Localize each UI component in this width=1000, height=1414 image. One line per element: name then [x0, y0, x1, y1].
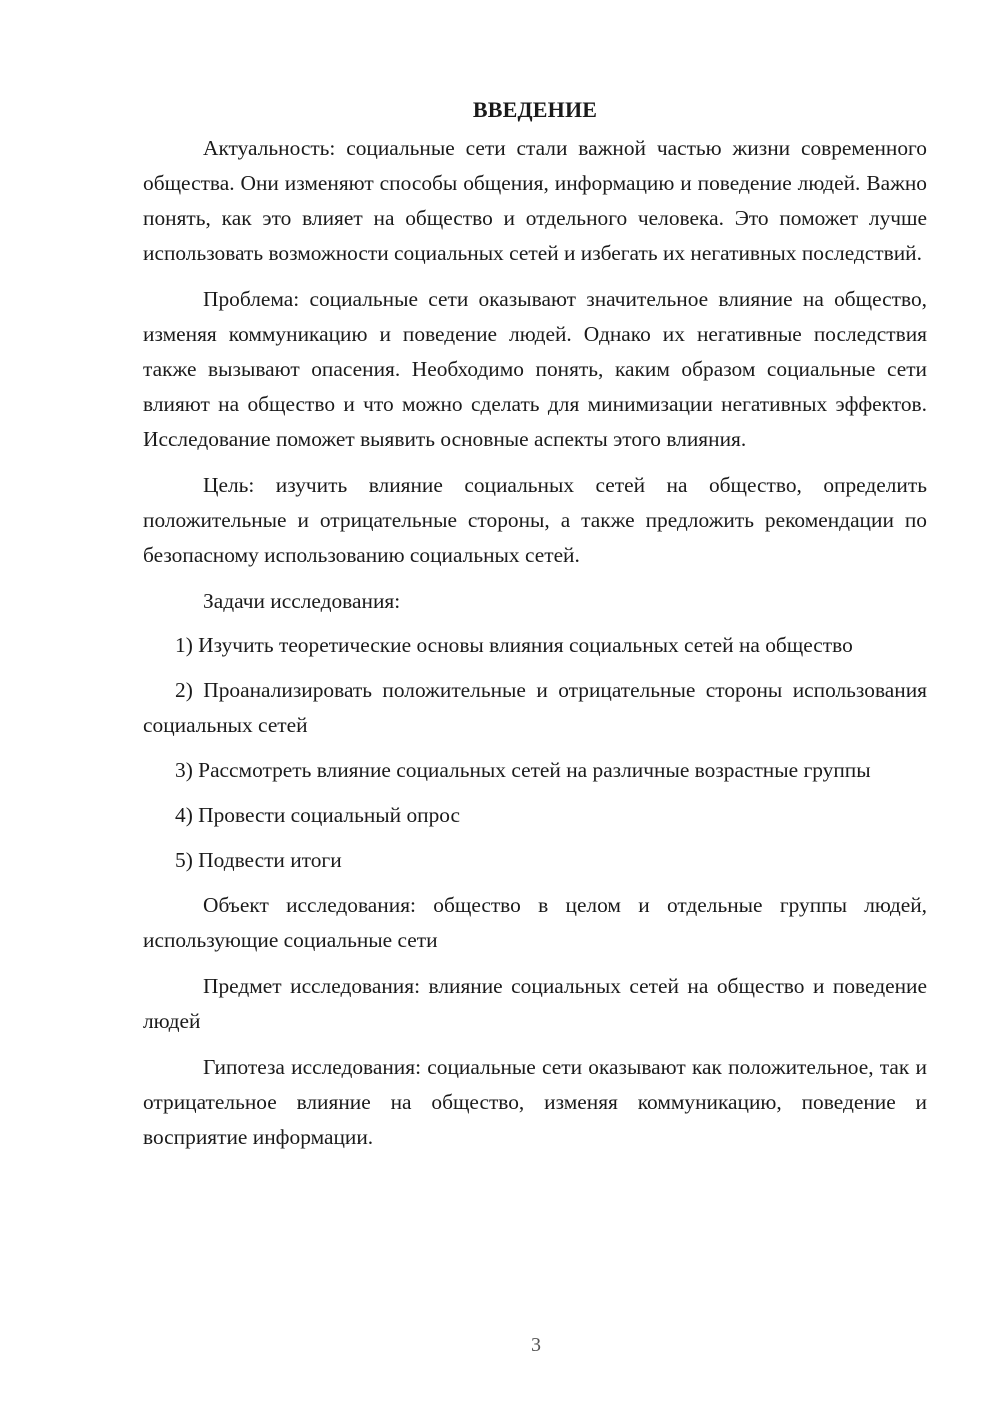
- page-title: ВВЕДЕНИЕ: [472, 97, 598, 122]
- task-item: 2) Проанализировать положительные и отрицательные стороны использования социальных сетей: [143, 678, 927, 737]
- task-item: 3) Рассмотреть влияние социальных сетей на различные возрастные группы: [175, 758, 871, 782]
- page-number: 3: [531, 1334, 541, 1356]
- tasks-heading: Задачи исследования:: [203, 589, 401, 613]
- task-item: 5) Подвести итоги: [175, 848, 342, 872]
- paragraph-hypothesis: Гипотеза исследования: социальные сети оказывают как положительное, так и отрицательное влияние на общество, изменяя коммуникацию, поведение и восприятие информации.: [143, 1055, 927, 1149]
- paragraph-subject: Предмет исследования: влияние социальных сетей на общество и поведение людей: [143, 974, 927, 1033]
- document-page: [143, 92, 927, 1166]
- task-item: 4) Провести социальный опрос: [175, 803, 461, 827]
- paragraph-object: Объект исследования: общество в целом и отдельные группы людей, использующие социальные сети: [143, 893, 927, 952]
- task-item: 1) Изучить теоретические основы влияния социальных сетей на общество: [175, 633, 853, 657]
- paragraph-relevance: Актуальность: социальные сети стали важной частью жизни современного общества. Они изменяют способы общения, информацию и поведение людей. Важно понять, как это влияет на общество и отдельного человека. Это поможет лучше использовать возможности социальных сетей и избегать их негативных последствий.: [143, 136, 927, 265]
- paragraph-goal: Цель: изучить влияние социальных сетей на общество, определить положительные и отрицательные стороны, а также предложить рекомендации по безопасному использованию социальных сетей.: [143, 473, 927, 567]
- paragraph-problem: Проблема: социальные сети оказывают значительное влияние на общество, изменяя коммуникацию и поведение людей. Однако их негативные последствия также вызывают опасения. Необходимо понять, каким образом социальные сети влияют на общество и что можно сделать для минимизации негативных эффектов. Исследование поможет выявить основные аспекты этого влияния.: [143, 287, 927, 451]
- tasks-list: [143, 628, 927, 878]
